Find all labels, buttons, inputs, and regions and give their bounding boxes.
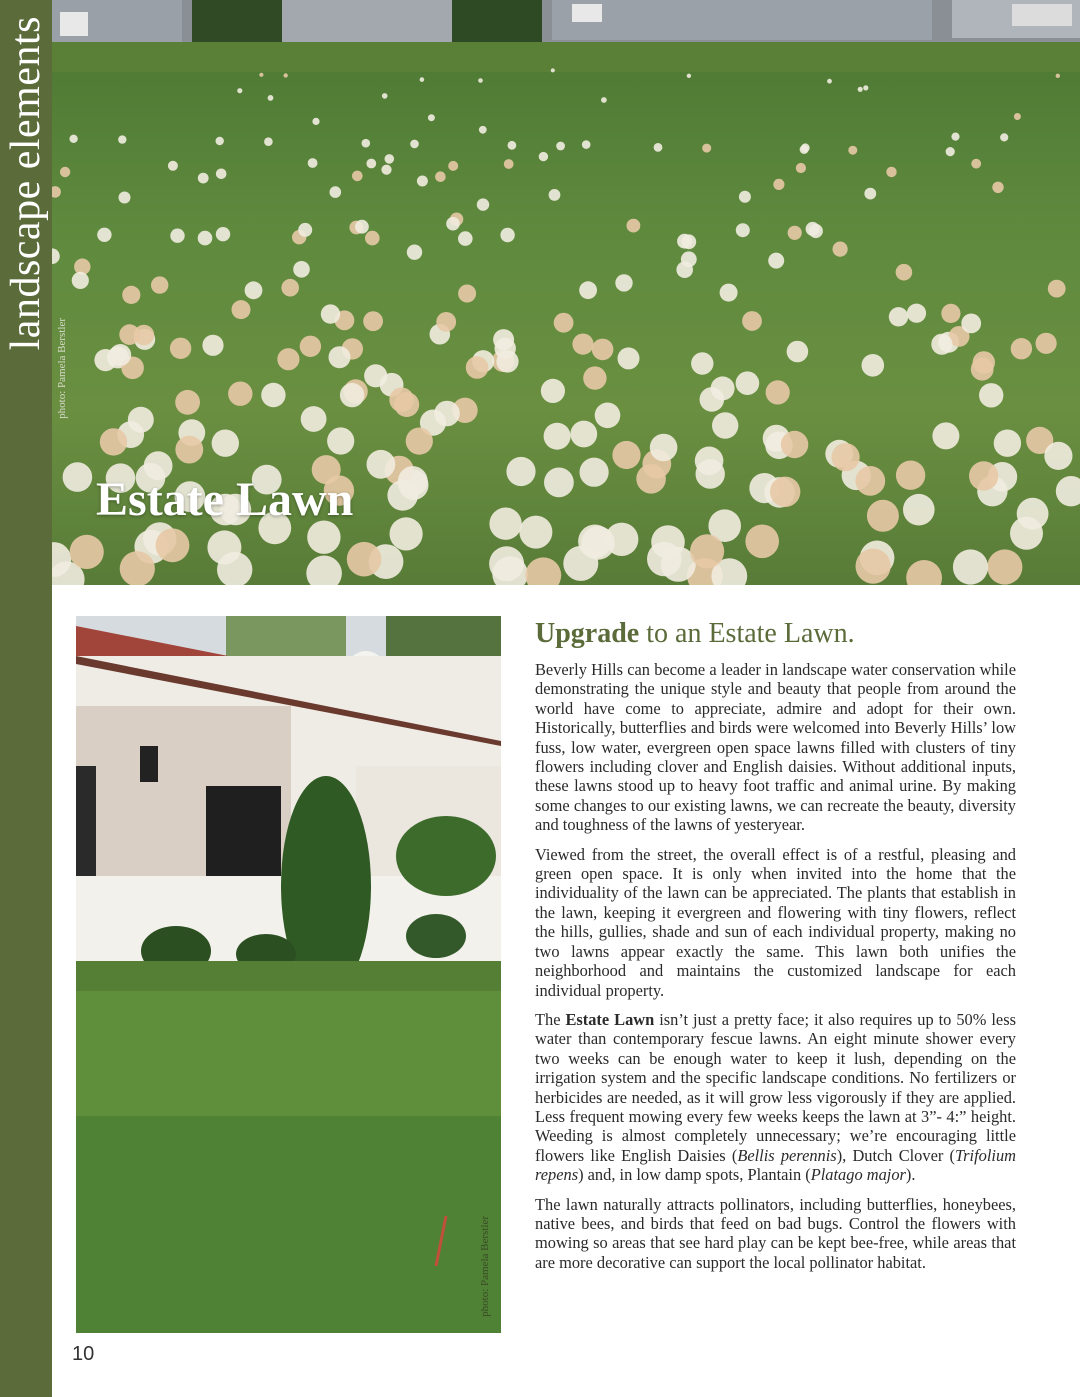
- clover-flower: [971, 159, 981, 169]
- clover-flower: [647, 542, 682, 577]
- clover-flower: [827, 79, 832, 84]
- clover-flower: [618, 347, 640, 369]
- p3-latin-trifolium: Trifolium repens: [535, 1145, 1017, 1185]
- headline-bold: Upgrade: [535, 618, 640, 649]
- clover-flower: [446, 217, 460, 231]
- clover-flower: [800, 145, 809, 154]
- clover-flower: [363, 311, 383, 331]
- p3-latin-bellis: Bellis perennis: [737, 1145, 837, 1165]
- clover-flower: [300, 336, 321, 357]
- clover-flower: [228, 382, 252, 406]
- clover-flower: [979, 383, 1003, 407]
- paragraph-2: Viewed from the street, the overall effect is of a restful, pleasing and green open space. It is only when invited into the home that the individuality of the lawn can be appreciated. The plants that establish in the lawn, keeping it evergreen and flowering with tiny flowers, reflect the hills, gullies, shade and sun of each individual property, making no two lawns appear exactly the same. This lawn both unifies the neighborhood and maintains the customized landscape for each individual property.: [535, 844, 1016, 1000]
- clover-flower: [259, 73, 263, 77]
- clover-flower: [781, 431, 808, 458]
- clover-flower: [216, 227, 230, 241]
- clover-flower: [406, 428, 433, 455]
- clover-flower: [281, 279, 299, 297]
- clover-flower: [987, 549, 1022, 584]
- clover-flower: [237, 88, 242, 93]
- clover-flower: [570, 421, 597, 448]
- clover-flower: [855, 466, 885, 496]
- clover-flower: [549, 189, 561, 201]
- clover-flower: [202, 335, 223, 356]
- clover-flower: [788, 226, 802, 240]
- clover-flower: [119, 192, 131, 204]
- clover-flower: [261, 383, 285, 407]
- clover-flower: [592, 339, 614, 361]
- p3-text-a: The: [535, 1009, 566, 1029]
- clover-flower: [306, 556, 342, 586]
- clover-flower: [410, 140, 419, 149]
- clover-flower: [477, 198, 489, 210]
- clover-flower: [907, 304, 926, 323]
- clover-flower: [773, 179, 784, 190]
- clover-flower: [72, 272, 89, 289]
- hero-photo-credit: photo: Pamela Berstler: [56, 318, 68, 419]
- clover-flower: [301, 406, 327, 432]
- paragraph-1: Beverly Hills can become a leader in landscape water conservation while demonstrating the unique style and beauty that people from around the world have come to appreciate, admire and adopt for their own. Historically, butterflies and birds were welcomed into Beverly Hills’ low fuss, low water, evergreen open space lawns filled with clusters of tiny flowers including clover and English daisies. Without additional inputs, these lawns stood up to heavy foot traffic and animal urine. By making some changes to our existing lawns, we can recreate the beauty, diversity and toughness of the lawns of yesteryear.: [535, 660, 1016, 835]
- sidebar-band: [0, 0, 52, 1397]
- clover-flower: [385, 154, 395, 164]
- p3-text-b: isn’t just a pretty face; it also requires up to 50% less water than contemporary fescue lawns. An eight minute shower every two weeks can be enough water to keep it lush, depending on the irrigation system and the specific landscape conditions. No fertilizers or herbicides are needed, as it will grow less vigorously if they are applied. Less frequent mowing every few weeks keeps the lawn at 3”- 4:” height. Weeding is almost completely unnecessary; we’re encouraging little flowers like English Daisies (: [535, 1009, 1016, 1165]
- clover-flower: [519, 516, 552, 549]
- clover-flower: [390, 517, 423, 550]
- clover-flower: [858, 87, 863, 92]
- clover-flower: [466, 356, 489, 379]
- house-illustration: [76, 616, 501, 1333]
- clover-flower: [1048, 280, 1066, 298]
- clover-flower: [796, 163, 806, 173]
- clover-flower: [886, 167, 896, 177]
- clover-flower: [946, 147, 955, 156]
- clover-flower: [170, 338, 191, 359]
- clover-flower: [863, 85, 868, 90]
- clover-flower: [500, 228, 514, 242]
- clover-flower: [458, 285, 476, 303]
- clover-flower: [848, 146, 857, 155]
- clover-flower: [806, 222, 820, 236]
- clover-flower: [742, 311, 762, 331]
- clover-flower: [495, 338, 516, 359]
- clover-flower: [216, 169, 227, 180]
- clover-flower: [932, 422, 959, 449]
- page-number: 10: [72, 1343, 95, 1365]
- headline-rest: to an Estate Lawn.: [639, 618, 855, 649]
- clover-flower: [951, 133, 959, 141]
- clover-flower: [417, 176, 428, 187]
- clover-flower: [556, 142, 565, 151]
- clover-flower: [654, 143, 663, 152]
- clover-flower: [554, 313, 574, 333]
- clover-flower: [327, 427, 354, 454]
- p3-estate-lawn-bold: Estate Lawn: [565, 1009, 655, 1029]
- article-headline: [535, 618, 1016, 650]
- clover-flower: [321, 304, 340, 323]
- clover-flower: [833, 242, 848, 257]
- clover-flower: [479, 126, 487, 134]
- clover-flower: [119, 324, 140, 345]
- clover-flower: [69, 135, 77, 143]
- clover-flower: [1056, 74, 1060, 78]
- clover-flower: [720, 284, 738, 302]
- clover-flower: [63, 462, 93, 492]
- clover-flower: [308, 158, 318, 168]
- clover-flower: [381, 165, 391, 175]
- clover-flower: [736, 371, 760, 395]
- clover-flower: [582, 140, 591, 149]
- clover-flower: [168, 161, 178, 171]
- p3-text-c: ), Dutch Clover (: [836, 1145, 955, 1165]
- clover-flower: [175, 436, 203, 464]
- clover-flower: [994, 430, 1021, 457]
- clover-flower: [329, 346, 351, 368]
- clover-flower: [245, 281, 263, 299]
- clover-flower: [366, 159, 376, 169]
- clover-flower: [889, 307, 908, 326]
- clover-flower: [931, 334, 952, 355]
- clover-flower: [856, 549, 891, 584]
- article-body: [535, 618, 1016, 1282]
- clover-flower: [1044, 442, 1072, 470]
- clover-flower: [832, 443, 860, 471]
- clover-flower: [745, 525, 779, 559]
- clover-flower: [971, 358, 994, 381]
- clover-flower: [695, 447, 724, 476]
- clover-flower: [862, 354, 885, 377]
- clover-flower: [436, 312, 456, 332]
- clover-flower: [1056, 476, 1080, 506]
- clover-flower: [347, 542, 382, 577]
- clover-flower: [544, 468, 574, 498]
- clover-flower: [298, 223, 312, 237]
- clover-flower: [690, 534, 724, 568]
- clover-flower: [198, 231, 213, 246]
- p3-text-e: ).: [905, 1165, 916, 1185]
- clover-flower: [681, 234, 696, 249]
- clover-flower: [489, 546, 524, 581]
- clover-flower: [268, 95, 274, 101]
- clover-flower: [382, 93, 388, 99]
- clover-flower: [362, 139, 371, 148]
- house-photo-credit: photo: Pamela Berstler: [479, 1216, 491, 1317]
- clover-flower: [605, 523, 638, 556]
- clover-flower: [579, 281, 597, 299]
- clover-flower: [601, 97, 607, 103]
- clover-flower: [615, 274, 632, 291]
- clover-flower: [60, 167, 70, 177]
- page-title: Estate Lawn: [96, 473, 354, 526]
- clover-flower: [1000, 133, 1008, 141]
- clover-flower: [97, 228, 111, 242]
- clover-flower: [551, 68, 555, 72]
- clover-flower: [420, 77, 425, 82]
- clover-flower: [109, 344, 131, 366]
- clover-flower: [969, 461, 998, 490]
- clover-flower: [636, 464, 666, 494]
- clover-flower: [583, 366, 606, 389]
- clover-flower: [864, 188, 876, 200]
- clover-flower: [736, 223, 750, 237]
- clover-flower: [896, 461, 925, 490]
- clover-flower: [340, 383, 364, 407]
- clover-flower: [264, 137, 273, 146]
- clover-flower: [953, 549, 988, 584]
- clover-flower: [539, 152, 548, 161]
- clover-flower: [739, 191, 751, 203]
- clover-flower: [448, 161, 458, 171]
- clover-flower: [355, 220, 369, 234]
- clover-flower: [903, 494, 935, 526]
- clover-flower: [352, 171, 363, 182]
- clover-flower: [364, 364, 387, 387]
- clover-flower: [70, 535, 104, 569]
- clover-flower: [122, 286, 140, 304]
- clover-flower: [768, 253, 784, 269]
- clover-flower: [1017, 498, 1049, 530]
- clover-flower: [770, 477, 800, 507]
- clover-flower: [627, 219, 641, 233]
- clover-flower: [170, 229, 184, 243]
- clover-flower: [478, 78, 483, 83]
- clover-flower: [702, 144, 711, 153]
- paragraph-3: [535, 1010, 1016, 1185]
- p3-latin-platago: Platago major: [810, 1165, 906, 1185]
- clover-flower: [700, 387, 725, 412]
- clover-flower: [612, 441, 640, 469]
- clover-flower: [650, 434, 678, 462]
- clover-flower: [504, 159, 514, 169]
- house-lawn-photo: [76, 616, 501, 1333]
- clover-flower: [595, 403, 621, 429]
- clover-flower: [428, 114, 435, 121]
- clover-flower: [992, 182, 1003, 193]
- clover-flower: [151, 276, 168, 293]
- clover-flower: [712, 412, 738, 438]
- clover-flower: [580, 458, 609, 487]
- paragraph-4: The lawn naturally attracts pollinators, including butterflies, honeybees, native bees, and birds that feed on bad bugs. Control the flowers with mowing so areas that see hard play can be kept bee-free, while areas that are more decorative can support the local pollinator habitat.: [535, 1194, 1016, 1272]
- clover-flower: [367, 450, 396, 479]
- hero-photo-clover-lawn: [52, 0, 1080, 585]
- clover-flower: [398, 466, 428, 496]
- clover-flower: [1011, 338, 1032, 359]
- clover-flower: [687, 74, 691, 78]
- clover-flower: [435, 171, 446, 182]
- clover-flower: [896, 264, 913, 281]
- clover-flower: [906, 560, 942, 585]
- section-title: landscape elements: [3, 16, 49, 351]
- clover-flower: [293, 261, 310, 278]
- clover-flower: [961, 314, 981, 334]
- clover-flower: [312, 118, 319, 125]
- clover-flower: [100, 428, 127, 455]
- clover-flower: [1014, 113, 1021, 120]
- clover-flower: [118, 135, 126, 143]
- clover-flower: [572, 334, 593, 355]
- clover-flower: [277, 348, 299, 370]
- clover-flower: [867, 500, 899, 532]
- clover-flower: [365, 231, 380, 246]
- clover-flower: [232, 300, 251, 319]
- clover-flower: [128, 407, 154, 433]
- clover-flower: [541, 379, 565, 403]
- clover-flower: [508, 141, 517, 150]
- clover-flower: [284, 73, 288, 77]
- clover-flower: [787, 341, 809, 363]
- clover-flower: [489, 508, 521, 540]
- clover-flower: [212, 430, 239, 457]
- clover-flower: [120, 551, 155, 585]
- clover-flower: [458, 231, 473, 246]
- clover-flower: [407, 245, 422, 260]
- clover-flower: [52, 248, 60, 264]
- clover-flower: [1036, 333, 1057, 354]
- clover-flower: [330, 186, 342, 198]
- clover-flower: [766, 380, 790, 404]
- clover-flower: [691, 352, 713, 374]
- clover-flower: [544, 423, 571, 450]
- clover-flower: [506, 457, 535, 486]
- clover-flower: [198, 173, 209, 184]
- clover-flower: [681, 251, 697, 267]
- clover-flower: [175, 390, 200, 415]
- clover-flower: [156, 528, 190, 562]
- p3-text-d: ) and, in low damp spots, Plantain (: [578, 1165, 811, 1185]
- clover-flower: [389, 388, 414, 413]
- clover-flower: [525, 557, 561, 585]
- clover-flower: [941, 304, 960, 323]
- clover-flower: [52, 186, 61, 198]
- clover-flower: [216, 137, 224, 145]
